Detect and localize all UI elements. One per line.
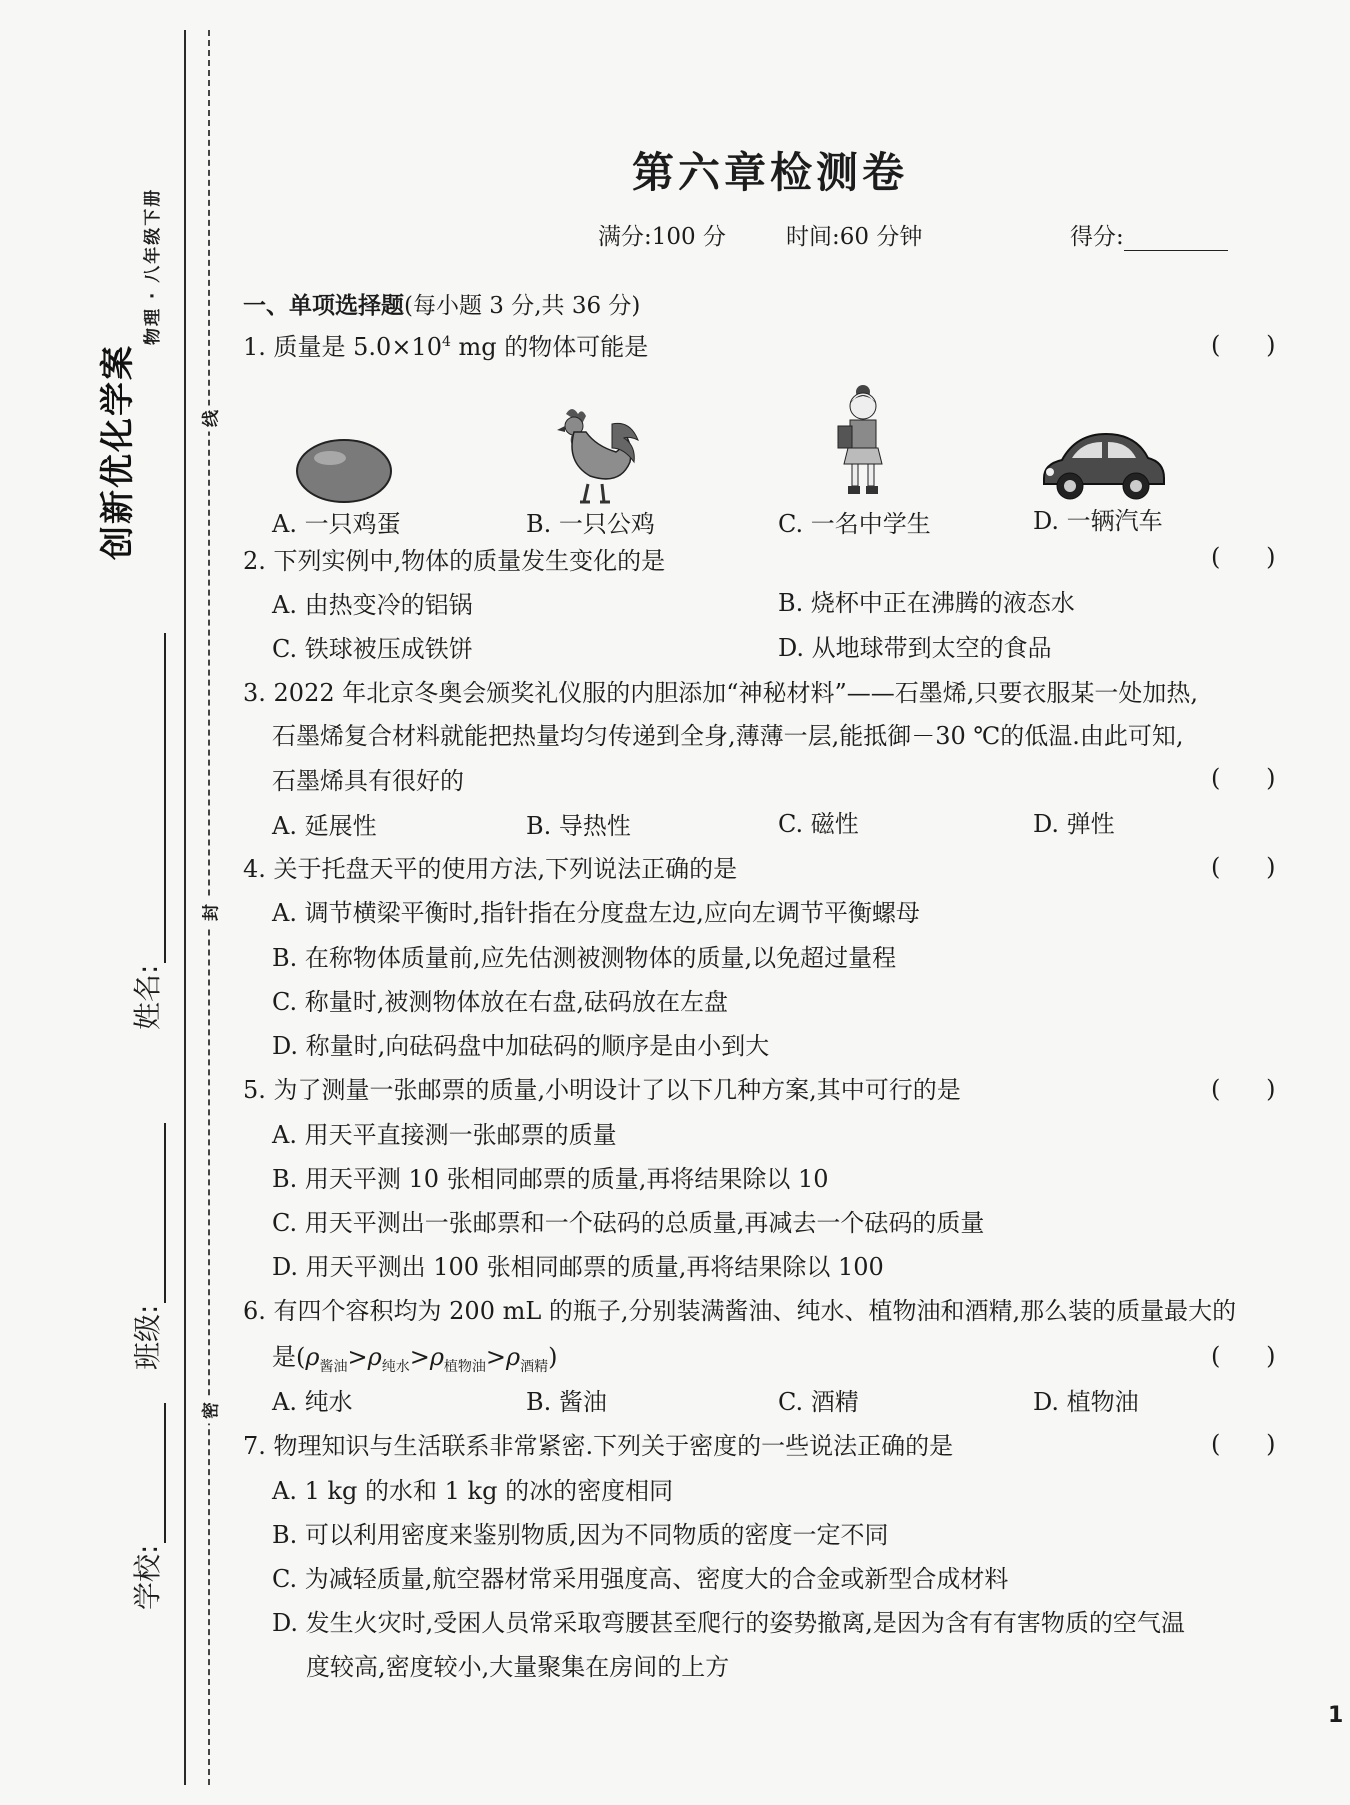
q2-option-c: C. 铁球被压成铁饼 — [272, 635, 473, 663]
q5-option-b: B. 用天平测 10 张相同邮票的质量,再将结果除以 10 — [272, 1165, 829, 1193]
name-label: 姓名: — [131, 964, 164, 1030]
q2-option-b: B. 烧杯中正在沸腾的液态水 — [778, 589, 1075, 617]
brand-logo-text: 创新优化学案 — [98, 344, 138, 560]
question-6-stem: 6. 有四个容积均为 200 mL 的瓶子,分别装满酱油、纯水、植物油和酒精,那么装的质量最大的 — [243, 1297, 1237, 1325]
score-field[interactable] — [1070, 218, 1228, 251]
rho-symbol: ρ — [506, 1343, 521, 1371]
q7-option-d: D. 发生火灾时,受困人员常采取弯腰甚至爬行的姿势撤离,是因为含有有害物质的空气温 — [272, 1609, 1185, 1637]
q6-option-d: D. 植物油 — [1033, 1388, 1139, 1416]
q1-option-b: B. 一只公鸡 — [526, 510, 655, 538]
section-title: 一、单项选择题 — [243, 293, 404, 319]
q1-stem-b: mg 的物体可能是 — [450, 333, 649, 361]
rho-sub-oil: 植物油 — [443, 1358, 486, 1375]
answer-paren-2[interactable]: ( ) — [1211, 543, 1276, 571]
q4-option-b: B. 在称物体质量前,应先估测被测物体的质量,以免超过量程 — [272, 944, 897, 972]
section-note: (每小题 3 分,共 36 分) — [404, 293, 641, 319]
page-title: 第六章检测卷 — [631, 148, 908, 197]
answer-paren-5[interactable]: ( ) — [1211, 1075, 1276, 1103]
name-blank[interactable] — [136, 633, 166, 963]
q7-option-b: B. 可以利用密度来鉴别物质,因为不同物质的密度一定不同 — [272, 1521, 889, 1549]
exam-time: 时间:60 分钟 — [786, 224, 923, 250]
school-label: 学校: — [131, 1544, 164, 1610]
cut-mark-secret: 密 — [197, 1398, 222, 1424]
rho-symbol: ρ — [429, 1343, 444, 1371]
egg-picture — [294, 436, 394, 506]
question-2-stem: 2. 下列实例中,物体的质量发生变化的是 — [243, 547, 666, 575]
q5-option-a: A. 用天平直接测一张邮票的质量 — [272, 1121, 617, 1149]
q3-option-b: B. 导热性 — [526, 812, 631, 840]
q6-line2-prefix: 是( — [272, 1343, 306, 1371]
q1-exponent: 4 — [441, 334, 451, 350]
class-field[interactable] — [126, 1123, 166, 1370]
gt-symbol: > — [409, 1343, 430, 1371]
question-3-line-3: 石墨烯具有很好的 — [272, 767, 464, 795]
q6-option-c: C. 酒精 — [778, 1388, 859, 1416]
question-3-line-1: 3. 2022 年北京冬奥会颁奖礼仪服的内胆添加“神秘材料”——石墨烯,只要衣服某一处加热, — [243, 679, 1199, 707]
class-label: 班级: — [131, 1304, 164, 1370]
page-number: 1 — [1328, 1703, 1344, 1728]
q7-option-c: C. 为减轻质量,航空器材常采用强度高、密度大的合金或新型合成材料 — [272, 1565, 1009, 1593]
question-5-stem: 5. 为了测量一张邮票的质量,小明设计了以下几种方案,其中可行的是 — [243, 1076, 961, 1104]
question-7-stem: 7. 物理知识与生活联系非常紧密.下列关于密度的一些说法正确的是 — [243, 1432, 954, 1460]
rho-symbol: ρ — [367, 1343, 382, 1371]
cut-mark-line: 线 — [197, 406, 222, 432]
q1-option-d: D. 一辆汽车 — [1033, 507, 1163, 535]
q4-option-a: A. 调节横梁平衡时,指针指在分度盘左边,应向左调节平衡螺母 — [272, 899, 920, 927]
q3-option-c: C. 磁性 — [778, 810, 859, 838]
full-score: 满分:100 分 — [598, 224, 726, 250]
section-heading — [243, 287, 640, 320]
question-1-stem — [243, 335, 648, 359]
question-6-line-2 — [272, 1345, 558, 1374]
q7-option-a: A. 1 kg 的水和 1 kg 的冰的密度相同 — [272, 1477, 674, 1505]
q6-close-paren: ) — [548, 1343, 558, 1371]
score-blank[interactable] — [1124, 226, 1228, 251]
answer-paren-3[interactable]: ( ) — [1211, 764, 1276, 792]
rho-sub-alcohol: 酒精 — [520, 1358, 549, 1375]
subject-label: 物理 · 八年级下册 — [143, 187, 163, 345]
binding-solid-line — [184, 30, 186, 1785]
rho-symbol: ρ — [305, 1343, 320, 1371]
answer-paren-4[interactable]: ( ) — [1211, 853, 1276, 881]
q2-option-d: D. 从地球带到太空的食品 — [778, 634, 1052, 662]
q1-stem-a: 1. 质量是 5.0×10 — [243, 333, 442, 361]
car-picture — [1038, 428, 1168, 504]
rho-sub-soy: 酱油 — [319, 1358, 348, 1375]
student-picture — [830, 382, 896, 500]
school-field[interactable] — [126, 1403, 166, 1610]
answer-paren-6[interactable]: ( ) — [1211, 1342, 1276, 1370]
answer-paren-7[interactable]: ( ) — [1211, 1430, 1276, 1458]
q3-option-d: D. 弹性 — [1033, 810, 1115, 838]
name-field[interactable] — [126, 633, 166, 1030]
q3-option-a: A. 延展性 — [272, 812, 377, 840]
question-3-line-2: 石墨烯复合材料就能把热量均匀传递到全身,薄薄一层,能抵御－30 ℃的低温.由此可知, — [272, 722, 1184, 750]
q1-option-c: C. 一名中学生 — [778, 510, 931, 538]
class-blank[interactable] — [136, 1123, 166, 1303]
q4-option-d: D. 称量时,向砝码盘中加砝码的顺序是由小到大 — [272, 1032, 770, 1060]
q4-option-c: C. 称量时,被测物体放在右盘,砝码放在左盘 — [272, 988, 729, 1016]
q7-option-d-continued: 度较高,密度较小,大量聚集在房间的上方 — [306, 1653, 730, 1681]
q5-option-c: C. 用天平测出一张邮票和一个砝码的总质量,再减去一个砝码的质量 — [272, 1209, 985, 1237]
gt-symbol: > — [485, 1343, 507, 1371]
school-blank[interactable] — [136, 1403, 166, 1543]
gt-symbol: > — [347, 1343, 368, 1371]
score-label: 得分: — [1070, 224, 1124, 250]
answer-paren-1[interactable]: ( ) — [1211, 331, 1276, 359]
question-4-stem: 4. 关于托盘天平的使用方法,下列说法正确的是 — [243, 855, 738, 883]
rooster-picture — [544, 404, 644, 506]
q6-option-b: B. 酱油 — [526, 1388, 607, 1416]
q6-option-a: A. 纯水 — [272, 1388, 353, 1416]
cut-mark-seal: 封 — [197, 900, 222, 926]
q1-option-a: A. 一只鸡蛋 — [272, 510, 401, 538]
rho-sub-water: 纯水 — [381, 1358, 410, 1375]
q5-option-d: D. 用天平测出 100 张相同邮票的质量,再将结果除以 100 — [272, 1253, 884, 1281]
q2-option-a: A. 由热变冷的铝锅 — [272, 591, 473, 619]
